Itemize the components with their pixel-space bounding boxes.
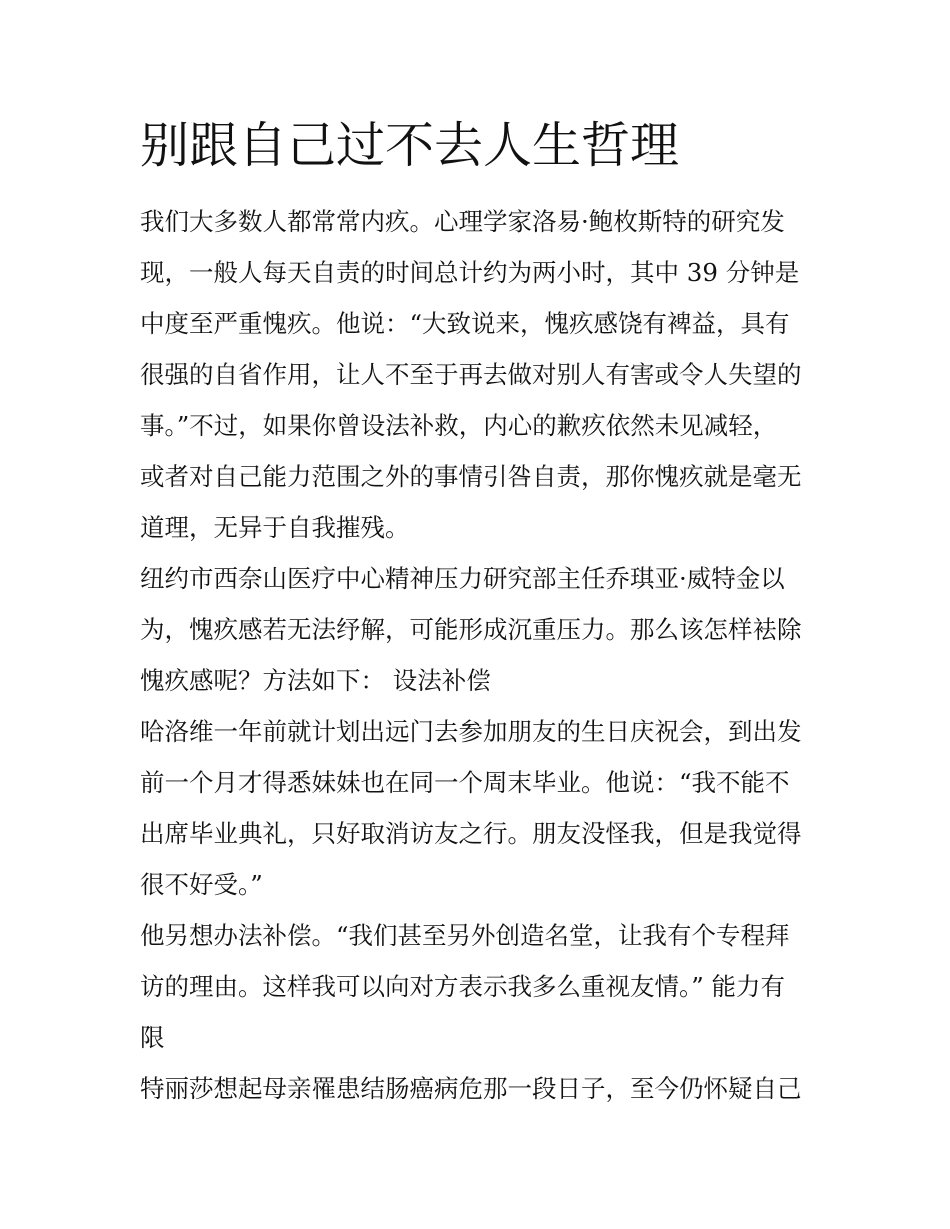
body-line: 很强的自省作用，让人不至于再去做对别人有害或令人失望的 — [140, 360, 802, 389]
body-line: 愧疚感呢？方法如下： 设法补偿 — [140, 666, 491, 695]
body-line: 纽约市西奈山医疗中心精神压力研究部主任乔琪亚·威特金以 — [140, 564, 785, 593]
body-line: 前一个月才得悉妹妹也在同一个周末毕业。他说：“我不能不 — [140, 768, 790, 797]
body-line: 访的理由。这样我可以向对方表示我多么重视友情。” 能力有 — [140, 972, 786, 1001]
body-line: 哈洛维一年前就计划出远门去参加朋友的生日庆祝会，到出发 — [140, 717, 802, 746]
body-line: 限 — [140, 1023, 165, 1052]
body-line: 我们大多数人都常常内疚。心理学家洛易·鲍枚斯特的研究发 — [140, 207, 785, 236]
body-line: 特丽莎想起母亲罹患结肠癌病危那一段日子，至今仍怀疑自己 — [140, 1074, 802, 1103]
body-line: 或者对自己能力范围之外的事情引咎自责，那你愧疚就是毫无 — [140, 462, 802, 491]
document-body — [140, 196, 820, 1114]
body-line: 中度至严重愧疚。他说：“大致说来，愧疚感饶有裨益，具有 — [140, 309, 790, 338]
body-line: 出席毕业典礼，只好取消访友之行。朋友没怪我，但是我觉得 — [140, 819, 802, 848]
body-line: 道理，无异于自我摧残。 — [140, 513, 410, 542]
body-line: 事。”不过，如果你曾设法补救，内心的歉疚依然未见减轻， — [140, 411, 778, 440]
body-line: 很不好受。” — [140, 870, 263, 899]
body-line: 为，愧疚感若无法纾解，可能形成沉重压力。那么该怎样袪除 — [140, 615, 802, 644]
body-line: 现，一般人每天自责的时间总计约为两小时，其中 39 分钟是 — [140, 258, 800, 287]
body-line: 他另想办法补偿。“我们甚至另外创造名堂，让我有个专程拜 — [140, 921, 790, 950]
document-title: 别跟自己过不去人生哲理 — [140, 117, 680, 174]
